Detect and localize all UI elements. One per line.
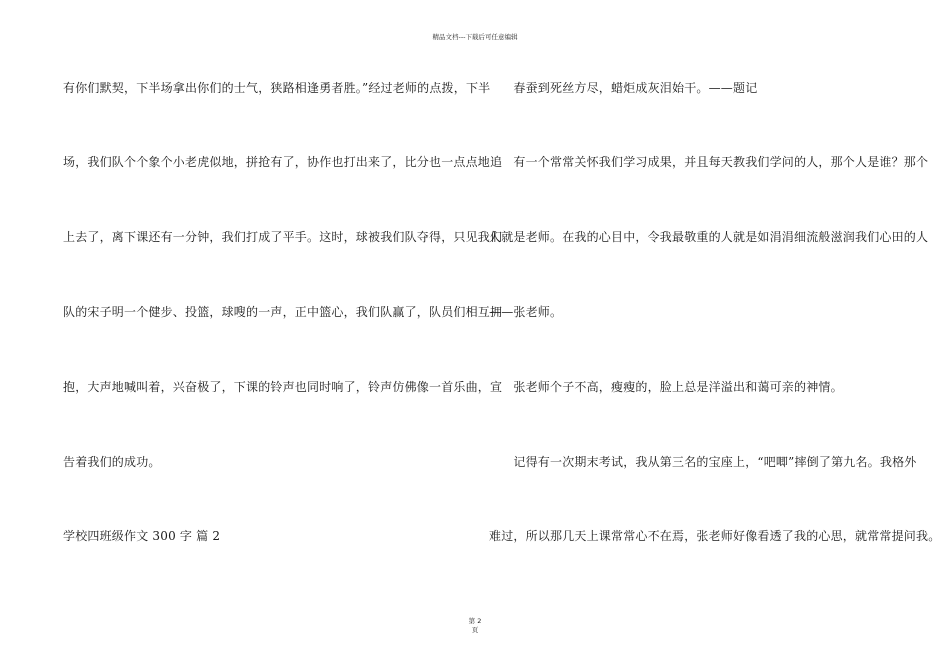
text-line: 有你们默契，下半场拿出你们的士气，狭路相逢勇者胜。”经过老师的点拨，下半 — [63, 81, 491, 95]
section-heading: 学校四班级作文 300 字 篇 2 — [63, 529, 221, 543]
text-line: 场，我们队个个象个小老虎似地，拼抢有了，协作也打出来了，比分也一点点地追 — [63, 155, 503, 169]
text-line: ——张老师。 — [489, 305, 563, 319]
text-line: 队的宋子明一个健步、投篮，球嗖的一声，正中篮心，我们队赢了，队员们相互拥 — [63, 305, 503, 319]
text-line: 张老师个子不高，瘦瘦的，脸上总是洋溢出和蔼可亲的神情。 — [489, 380, 843, 394]
page-number-suffix: 页 — [471, 626, 479, 634]
text-line: 告着我们的成功。 — [63, 455, 161, 469]
page-number-label: 第 2 — [468, 617, 482, 625]
text-line: 人就是老师。在我的心目中，令我最敬重的人就是如涓涓细流般滋润我们心田的人 — [489, 230, 929, 244]
epigraph-line: 春蚕到死丝方尽，蜡炬成灰泪始干。——题记 — [489, 81, 758, 95]
page-header: 精品文档---下载后可任意编辑 — [432, 33, 518, 41]
text-line: 上去了，离下课还有一分钟，我们打成了平手。这时，球被我们队夺得，只见我们 — [63, 230, 503, 244]
text-line: 记得有一次期末考试，我从第三名的宝座上，“吧唧”摔倒了第九名。我格外 — [489, 455, 917, 469]
page-number — [0, 617, 950, 635]
text-line: 抱，大声地喊叫着，兴奋极了，下课的铃声也同时响了，铃声仿佛像一首乐曲，宣 — [63, 380, 503, 394]
text-line: 有一个常常关怀我们学习成果，并且每天教我们学问的人，那个人是谁？那个 — [489, 155, 929, 169]
text-line: 难过，所以那几天上课常常心不在焉，张老师好像看透了我的心思，就常常提问我。 — [489, 529, 941, 543]
